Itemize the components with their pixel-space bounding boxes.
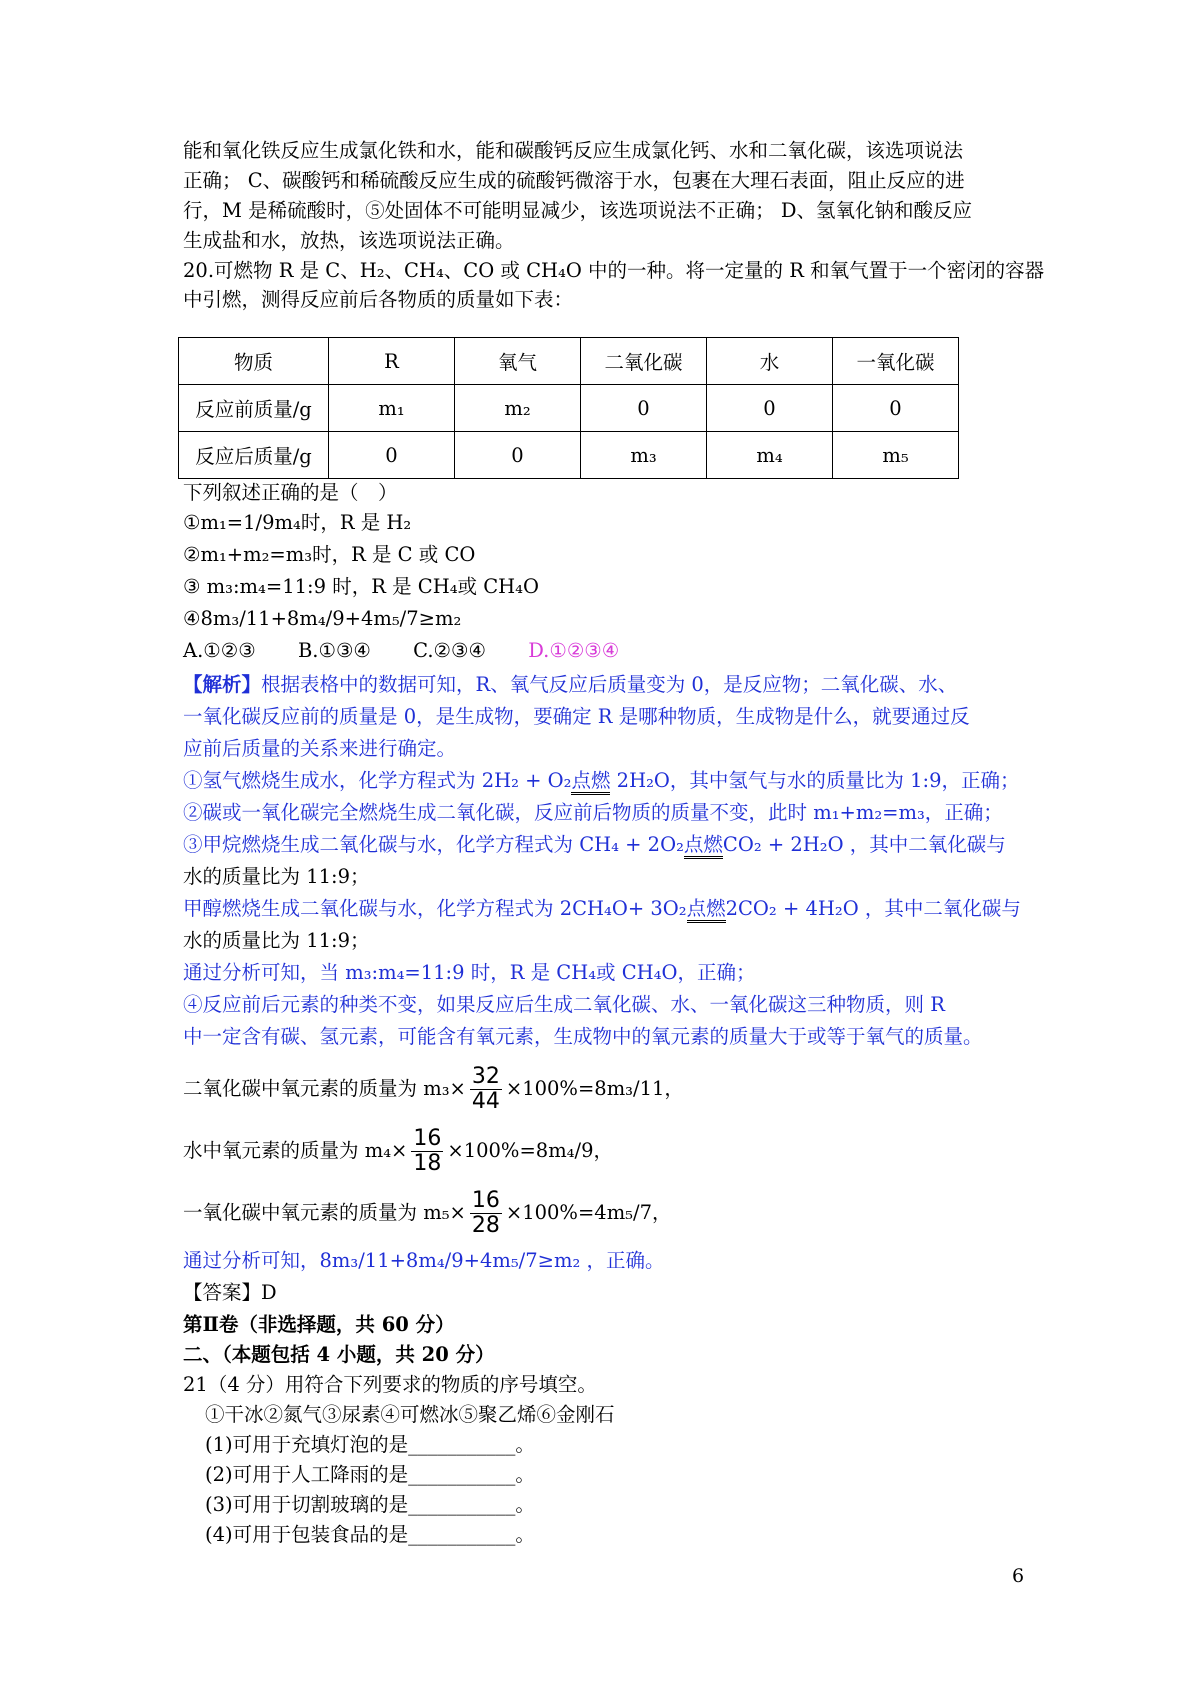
- statement-1: ①m₁=1/9m₄时，R 是 H₂: [183, 511, 412, 534]
- question-21-items: ①干冰②氮气③尿素④可燃冰⑤聚乙烯⑥金刚石: [205, 1403, 615, 1426]
- ch4-equation-line: [183, 830, 1033, 860]
- ratio-line: 水的质量比为 11:9；: [183, 929, 370, 952]
- equation-text: 甲醇燃烧生成二氧化碳与水，化学方程式为 2CH₄O+ 3O₂: [183, 897, 687, 920]
- answer-choices: [183, 636, 1033, 666]
- table-cell: 反应前质量/g: [179, 385, 329, 432]
- subquestion-2: (2)可用于人工降雨的是___________。: [205, 1463, 535, 1486]
- choice-b: B.①③④: [297, 639, 371, 662]
- h2-equation-line: [183, 766, 1033, 796]
- table-row: [179, 385, 959, 432]
- fraction: [470, 1065, 502, 1114]
- table-row: [179, 432, 959, 479]
- fraction-denominator: 18: [413, 1151, 442, 1176]
- reaction-condition: 点燃: [684, 833, 723, 859]
- fraction-numerator: 16: [413, 1126, 442, 1151]
- choice-d-correct: D.①②③④: [528, 639, 620, 662]
- formula-text: 一氧化碳中氧元素的质量为 m₅×: [183, 1201, 466, 1224]
- table-cell: 0: [707, 385, 833, 432]
- table-cell: 0: [833, 385, 959, 432]
- equation-text: 2CO₂ + 4H₂O ，其中二氧化碳与: [725, 897, 1021, 920]
- formula-text: ×100%=8m₄/9，: [447, 1139, 613, 1162]
- analysis-line: 一氧化碳反应前的质量是 0，是生成物，要确定 R 是哪种物质，生成物是什么，就要通过反: [183, 705, 970, 728]
- text-line: 行，M 是稀硫酸时，⑤处固体不可能明显减少，该选项说法不正确； D、氢氧化钠和酸反应: [183, 199, 972, 222]
- table-cell: 氧气: [455, 338, 581, 385]
- mass-table: [178, 337, 959, 479]
- choice-c: C.②③④: [413, 639, 486, 662]
- formula-text: ×100%=8m₃/11，: [505, 1077, 684, 1100]
- equation-text: CO₂ + 2H₂O ，其中二氧化碳与: [722, 833, 1006, 856]
- subquestion-3: (3)可用于切割玻璃的是___________。: [205, 1493, 535, 1516]
- table-cell: 二氧化碳: [581, 338, 707, 385]
- subquestion-4: (4)可用于包装食品的是___________。: [205, 1523, 535, 1546]
- text-line: 正确； C、碳酸钙和稀硫酸反应生成的硫酸钙微溶于水，包裹在大理石表面，阻止反应的进: [183, 169, 965, 192]
- formula-text: ×100%=4m₅/7，: [505, 1201, 672, 1224]
- table-cell: 一氧化碳: [833, 338, 959, 385]
- table-cell: 0: [329, 432, 455, 479]
- answer-line: 【答案】D: [183, 1281, 277, 1304]
- equation-text: ①氢气燃烧生成水，化学方程式为 2H₂ + O₂: [183, 769, 572, 792]
- fraction-numerator: 32: [471, 1064, 500, 1089]
- analysis-line: ④反应前后元素的种类不变，如果反应后生成二氧化碳、水、一氧化碳这三种物质，则 R: [183, 993, 945, 1016]
- analysis-line: 中一定含有碳、氢元素，可能含有氧元素，生成物中的氧元素的质量大于或等于氧气的质量。: [183, 1025, 983, 1048]
- analysis-line: [183, 670, 1033, 700]
- table-cell: m₃: [581, 432, 707, 479]
- conclusion-3: 通过分析可知，当 m₃:m₄=11:9 时，R 是 CH₄或 CH₄O，正确；: [183, 961, 756, 984]
- methanol-equation-line: [183, 894, 1033, 924]
- choice-a: A.①②③: [183, 639, 256, 662]
- section-heading: 二、（本题包括 4 小题，共 20 分）: [183, 1343, 495, 1366]
- analysis-text: 根据表格中的数据可知，R、氧气反应后质量变为 0，是反应物；二氧化碳、水、: [261, 673, 958, 696]
- question-21-stem: 21（4 分）用符合下列要求的物质的序号填空。: [183, 1373, 597, 1396]
- analysis-line: 应前后质量的关系来进行确定。: [183, 737, 457, 760]
- table-cell: 0: [581, 385, 707, 432]
- table-cell: m₅: [833, 432, 959, 479]
- equation-text: 2H₂O，其中氢气与水的质量比为 1:9，正确；: [610, 769, 1020, 792]
- part-heading: 第Ⅱ卷（非选择题，共 60 分）: [183, 1313, 455, 1336]
- table-header-row: [179, 338, 959, 385]
- table-cell: m₁: [329, 385, 455, 432]
- question-20-line: 20.可燃物 R 是 C、H₂、CH₄、CO 或 CH₄O 中的一种。将一定量的 R 和氧气置于一个密闭的容器: [183, 259, 1045, 282]
- carbon-line: ②碳或一氧化碳完全燃烧生成二氧化碳，反应前后物质的质量不变，此时 m₁+m₂=m₃，正确；: [183, 801, 1003, 824]
- fraction-denominator: 28: [471, 1213, 500, 1238]
- analysis-label: 【解析】: [183, 673, 262, 696]
- co2-oxygen-line: [183, 1064, 1033, 1114]
- reaction-condition: 点燃: [687, 897, 726, 923]
- question-20-line: 中引燃，测得反应前后各物质的质量如下表：: [183, 288, 574, 311]
- text-line: 能和氧化铁反应生成氯化铁和水，能和碳酸钙反应生成氯化钙、水和二氧化碳，该选项说法: [183, 139, 964, 162]
- formula-text: 二氧化碳中氧元素的质量为 m₃×: [183, 1077, 466, 1100]
- text-line: 生成盐和水，放热，该选项说法正确。: [183, 229, 515, 252]
- table-cell: m₄: [707, 432, 833, 479]
- table-cell: 反应后质量/g: [179, 432, 329, 479]
- page-number: 6: [1012, 1565, 1025, 1587]
- subquestion-1: (1)可用于充填灯泡的是___________。: [205, 1433, 535, 1456]
- fraction-numerator: 16: [471, 1188, 500, 1213]
- question-stem: 下列叙述正确的是（ ）: [183, 481, 398, 504]
- equation-text: ③甲烷燃烧生成二氧化碳与水，化学方程式为 CH₄ + 2O₂: [183, 833, 684, 856]
- fraction: [411, 1127, 443, 1176]
- statement-2: ②m₁+m₂=m₃时，R 是 C 或 CO: [183, 543, 476, 566]
- table-cell: 水: [707, 338, 833, 385]
- fraction-denominator: 44: [471, 1089, 500, 1114]
- table-cell: 物质: [179, 338, 329, 385]
- h2o-oxygen-line: [183, 1126, 1033, 1176]
- formula-text: 水中氧元素的质量为 m₄×: [183, 1139, 408, 1162]
- co-oxygen-line: [183, 1188, 1033, 1238]
- statement-4: ④8m₃/11+8m₄/9+4m₅/7≥m₂: [183, 607, 462, 630]
- reaction-condition: 点燃: [571, 769, 610, 795]
- table-cell: 0: [455, 432, 581, 479]
- conclusion-4: 通过分析可知，8m₃/11+8m₄/9+4m₅/7≥m₂ ，正确。: [183, 1249, 665, 1272]
- statement-3: ③ m₃:m₄=11:9 时，R 是 CH₄或 CH₄O: [183, 575, 539, 598]
- table-cell: R: [329, 338, 455, 385]
- fraction: [470, 1189, 502, 1238]
- table-cell: m₂: [455, 385, 581, 432]
- ratio-line: 水的质量比为 11:9；: [183, 865, 370, 888]
